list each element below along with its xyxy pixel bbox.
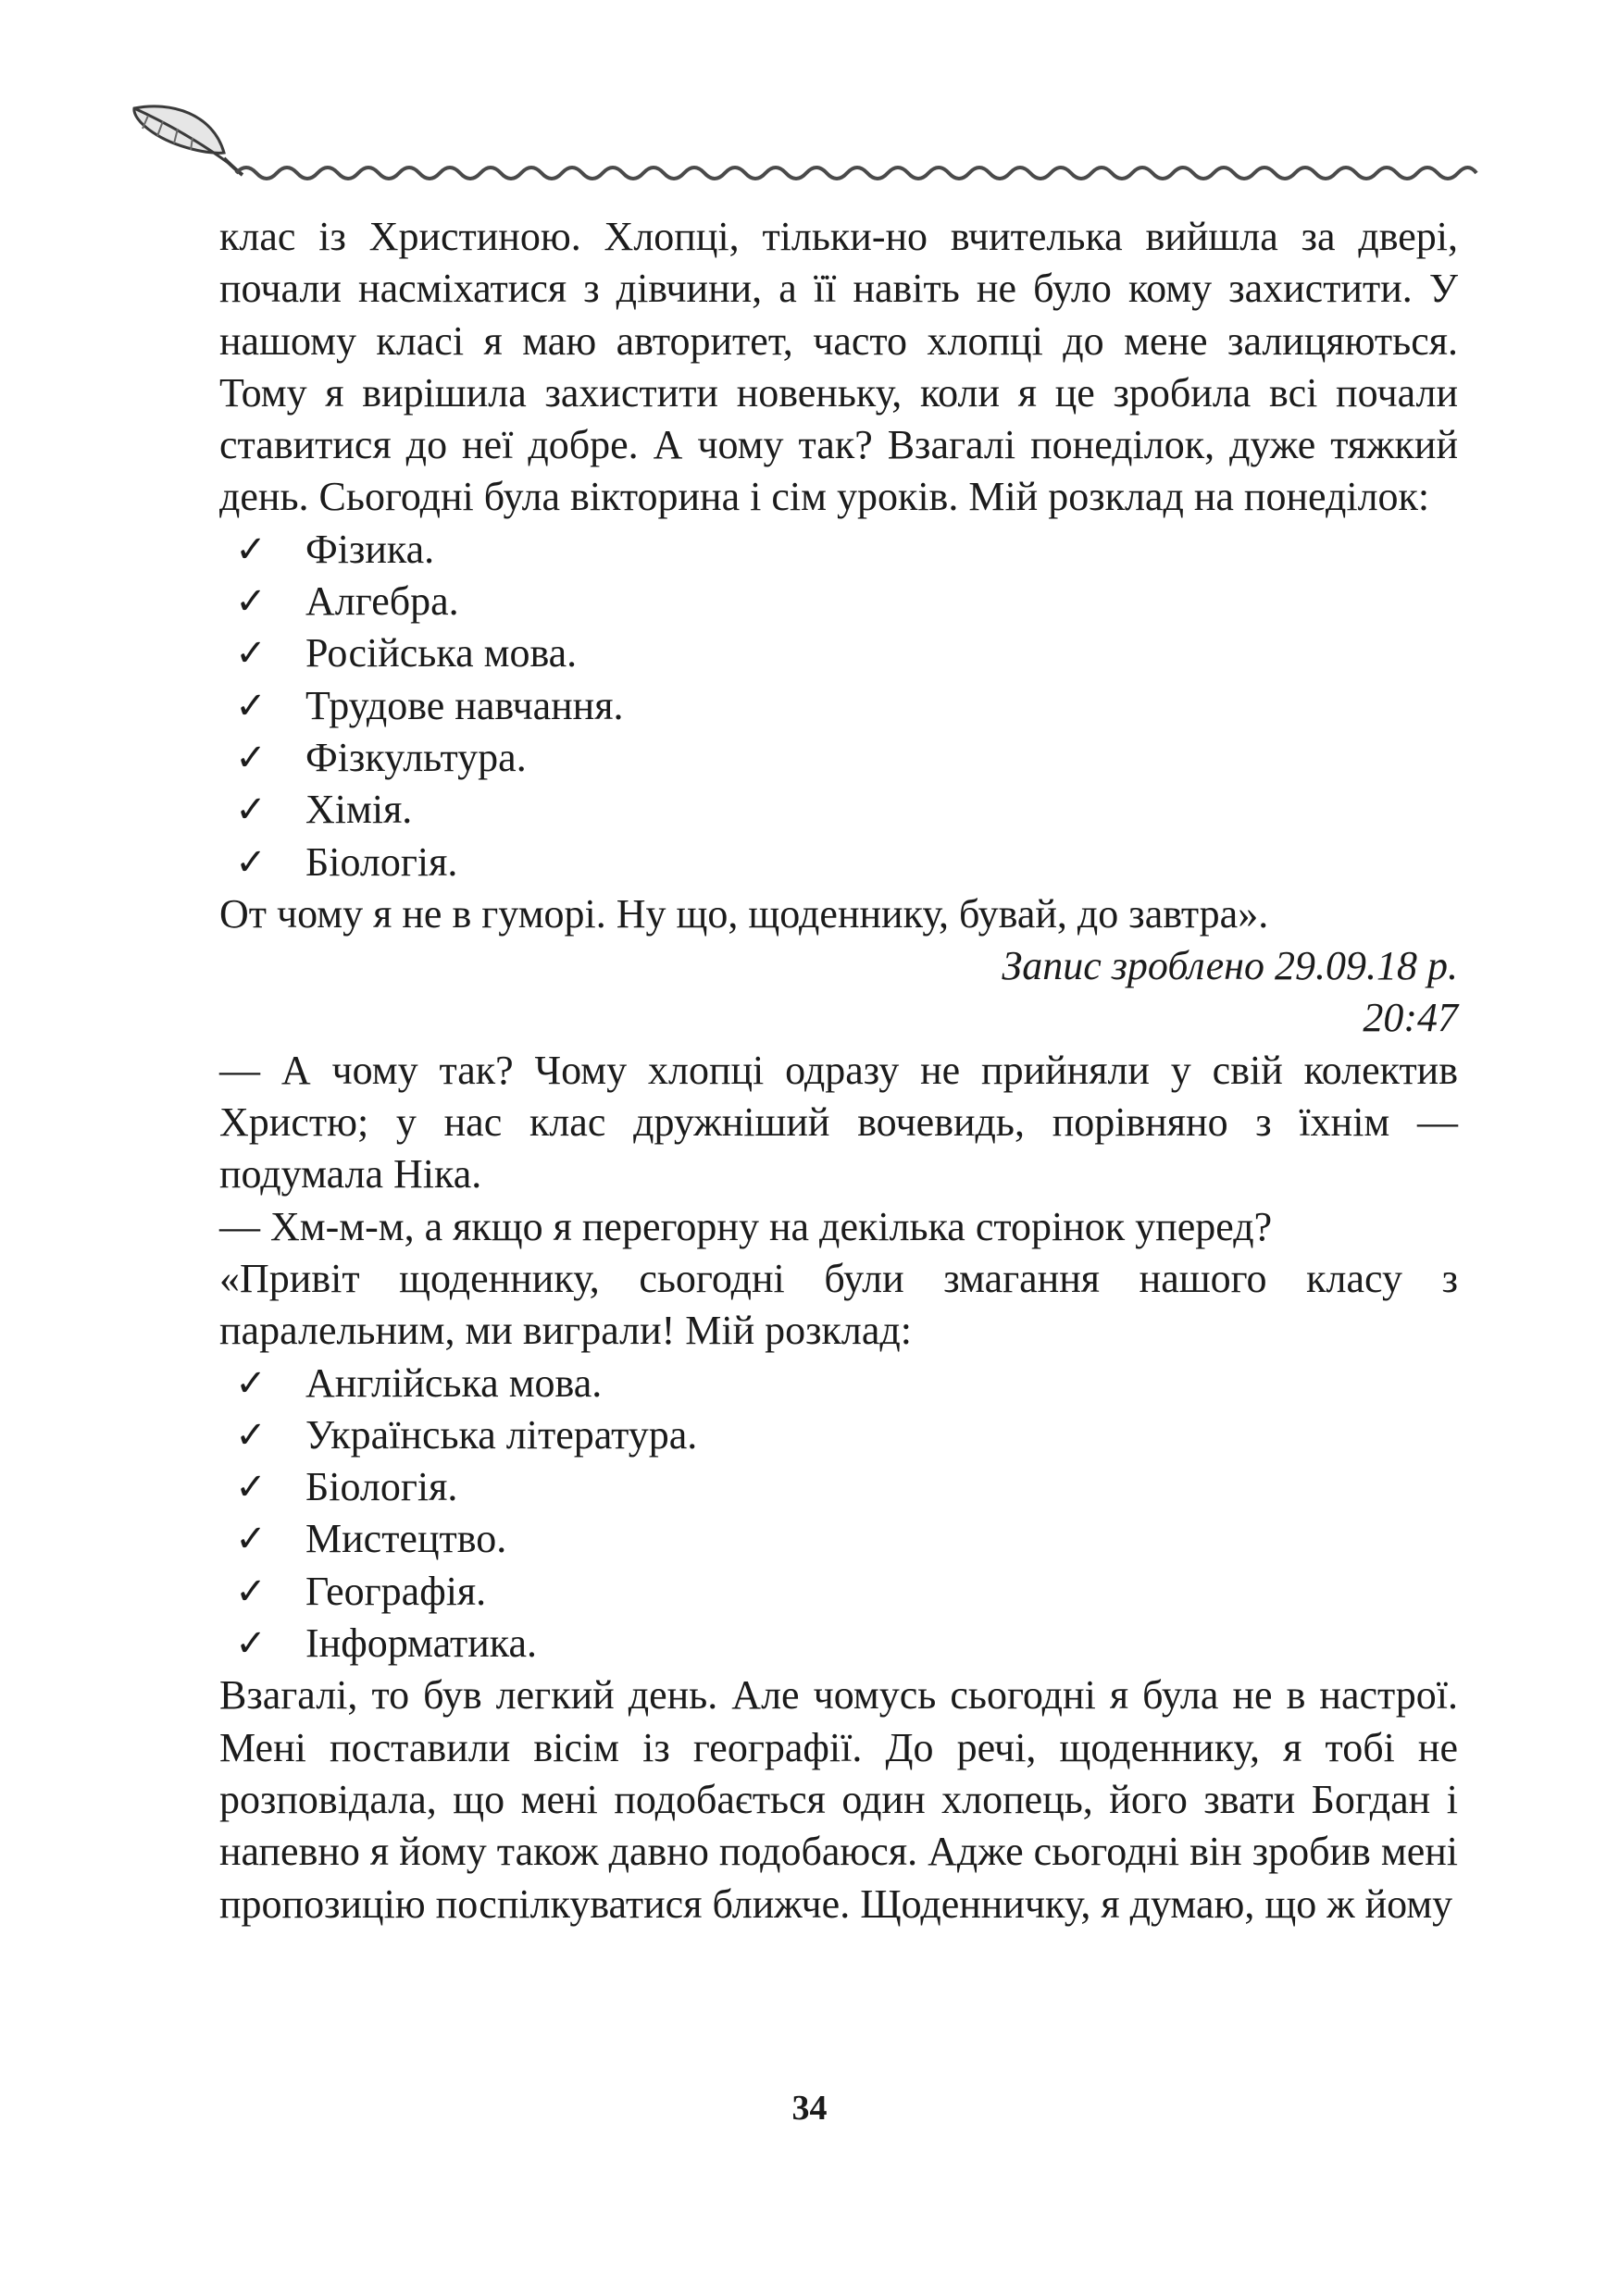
checkmark-icon: ✓	[235, 1413, 267, 1457]
list-item	[219, 1618, 1458, 1669]
checkmark-icon: ✓	[235, 1570, 267, 1613]
paragraph: Взагалі, то був легкий день. Але чомусь сьогодні я була не в настрої. Мені поставили вісім із географії. До речі, щоденнику, я тобі не розповідала, що мені подобається один хлопець, його звати Богдан і напевно я йому також давно подобаюся. Адже сьогодні він зробив мені пропозицію поспілкуватися ближче. Щоденничку, я думаю, що ж йому	[219, 1672, 1458, 1927]
check-list	[219, 1358, 1458, 1670]
list-item	[219, 627, 1458, 679]
checkmark-icon: ✓	[235, 1622, 267, 1666]
checkmark-icon: ✓	[235, 684, 267, 727]
list-item	[219, 1358, 1458, 1409]
list-item-text: Російська мова.	[305, 630, 578, 676]
checkmark-icon: ✓	[235, 840, 267, 884]
list-item	[219, 524, 1458, 576]
checkmark-icon: ✓	[235, 632, 267, 676]
list-item	[219, 1461, 1458, 1513]
paragraph: «Привіт щоденнику, сьогодні були змагання нашого класу з паралельним, ми виграли! Мій розклад:	[219, 1255, 1458, 1354]
list-item-text: Біологія.	[305, 1464, 458, 1510]
list-item-text: Географія.	[305, 1568, 487, 1614]
list-item-text: Фізика.	[305, 526, 435, 572]
list-item-text: Алгебра.	[305, 578, 459, 625]
list-item	[219, 1409, 1458, 1461]
list-item-text: Українська література.	[305, 1411, 698, 1458]
paragraph: От чому я не в гуморі. Ну що, щоденнику, бувай, до завтра».	[219, 890, 1269, 937]
page-body	[219, 211, 1458, 1930]
list-item	[219, 837, 1458, 888]
list-item	[219, 1513, 1458, 1565]
timestamp-line: Запис зроблено 29.09.18 р.	[1002, 943, 1458, 989]
list-item	[219, 680, 1458, 732]
checkmark-icon: ✓	[235, 527, 267, 571]
list-item	[219, 784, 1458, 836]
list-item	[219, 576, 1458, 627]
entry-timestamp	[219, 940, 1458, 1045]
timestamp-line: 20:47	[1363, 995, 1458, 1041]
paragraph: — А чому так? Чому хлопці одразу не прийняли у свій колектив Христю; у нас клас дружніший вочевидь, порівняно з їхнім — подумала Ніка.	[219, 1047, 1458, 1198]
list-item	[219, 732, 1458, 784]
list-item	[219, 1566, 1458, 1618]
page-number: 34	[791, 2089, 828, 2128]
quill-feather-icon	[134, 106, 243, 175]
list-item-text: Мистецтво.	[305, 1516, 507, 1562]
checkmark-icon: ✓	[235, 788, 267, 832]
checkmark-icon: ✓	[235, 580, 267, 624]
list-item-text: Англійська мова.	[305, 1359, 603, 1406]
paragraph: клас із Христиною. Хлопці, тільки-но вчителька вийшла за двері, почали насміхатися з дівчини, а її навіть не було кому захистити. У нашому класі я маю авторитет, часто хлопці до мене залицяються. Тому я вирішила захистити новеньку, коли я це зробила всі почали ставитися до неї добре. А чому так? Взагалі понеділок, дуже тяжкий день. Сьогодні була вікторина і сім уроків. Мій розклад на понеділок:	[219, 214, 1458, 520]
header-ornament	[120, 97, 1481, 194]
checkmark-icon: ✓	[235, 1466, 267, 1509]
list-item-text: Інформатика.	[305, 1620, 537, 1667]
list-item-text: Хімія.	[305, 787, 413, 833]
list-item-text: Трудове навчання.	[305, 682, 624, 728]
list-item-text: Біологія.	[305, 838, 458, 885]
list-item-text: Фізкультура.	[305, 734, 527, 780]
checkmark-icon: ✓	[235, 736, 267, 779]
checkmark-icon: ✓	[235, 1361, 267, 1405]
wavy-line-divider	[236, 168, 1476, 179]
paragraph: — Хм-м-м, а якщо я перегорну на декілька сторінок уперед?	[219, 1203, 1273, 1249]
checkmark-icon: ✓	[235, 1518, 267, 1561]
check-list	[219, 524, 1458, 888]
